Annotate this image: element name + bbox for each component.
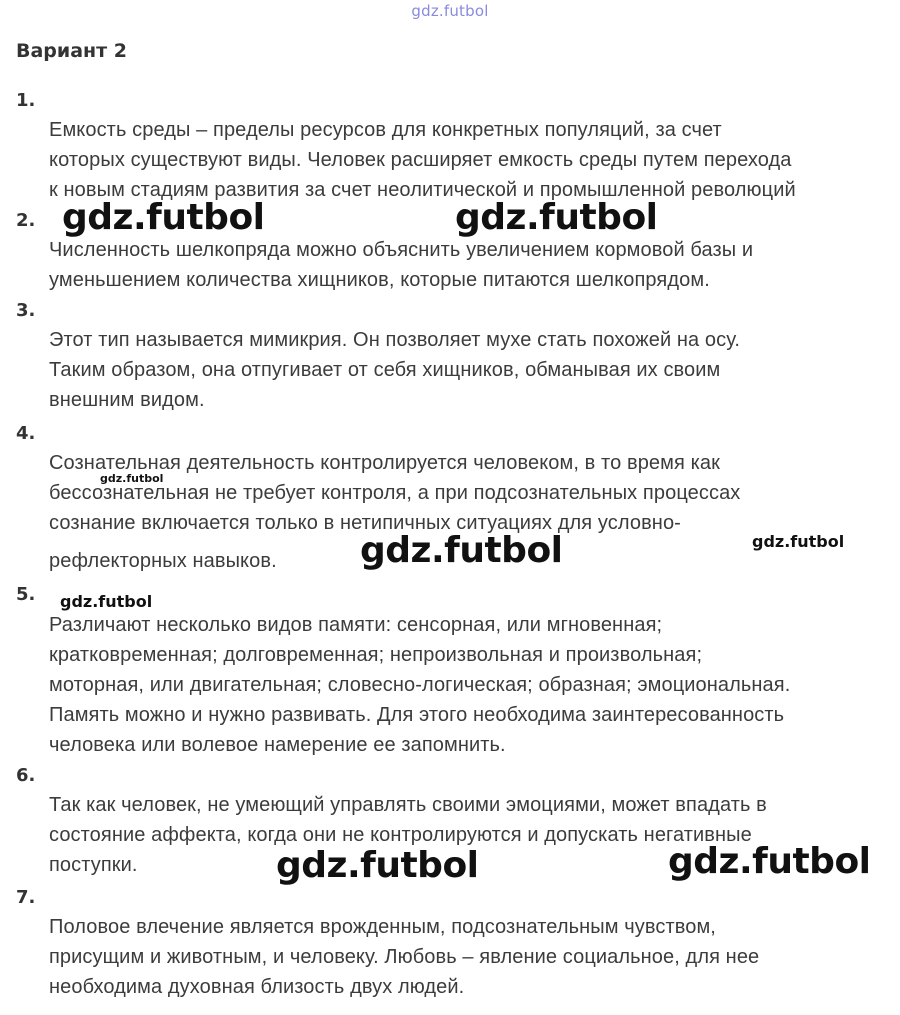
watermark: gdz.futbol xyxy=(752,532,845,551)
answer-line: состояние аффекта, когда они не контролируются и допускать негативные xyxy=(49,824,752,846)
answer-number-1: 1. xyxy=(16,90,36,111)
answer-line: которых существуют виды. Человек расширяет емкость среды путем перехода xyxy=(49,149,792,171)
answer-number-3: 3. xyxy=(16,300,36,321)
watermark: gdz.futbol xyxy=(60,592,153,611)
watermark: gdz.futbol xyxy=(455,197,658,238)
watermark: gdz.futbol xyxy=(360,530,563,571)
answer-line: Емкость среды – пределы ресурсов для конкретных популяций, за счет xyxy=(49,119,722,141)
answer-line: сознание включается только в нетипичных ситуациях для условно- xyxy=(49,512,681,534)
answer-line: Так как человек, не умеющий управлять своими эмоциями, может впадать в xyxy=(49,794,767,816)
answer-line: Память можно и нужно развивать. Для этого необходима заинтересованность xyxy=(49,704,785,726)
answer-number-5: 5. xyxy=(16,584,36,605)
watermark: gdz.futbol xyxy=(100,472,164,485)
answer-line: Сознательная деятельность контролируется человеком, в то время как xyxy=(49,452,720,474)
answer-line: рефлекторных навыков. xyxy=(49,550,277,572)
answer-line: бессознательная не требует контроля, а при подсознательных процессах xyxy=(49,482,741,504)
answer-line: внешним видом. xyxy=(49,389,205,411)
answer-line: к новым стадиям развития за счет неолитической и промышленной революций xyxy=(49,179,796,201)
page-title: Вариант 2 xyxy=(16,40,128,62)
answer-text-5 xyxy=(49,610,899,760)
answer-line: Различают несколько видов памяти: сенсорная, или мгновенная; xyxy=(49,614,663,636)
top-watermark: gdz.futbol xyxy=(411,2,489,20)
answer-text-7 xyxy=(49,912,899,1002)
answer-line: Половое влечение является врожденным, подсознательным чувством, xyxy=(49,916,716,938)
answer-line: Численность шелкопряда можно объяснить увеличением кормовой базы и xyxy=(49,239,754,261)
answer-number-7: 7. xyxy=(16,887,36,908)
answer-line: присущим и животным, и человеку. Любовь – явление социальное, для нее xyxy=(49,946,760,968)
answer-line: кратковременная; долговременная; непроизвольная и произвольная; xyxy=(49,644,703,666)
answer-text-1 xyxy=(49,115,899,205)
answer-line: необходима духовная близость двух людей. xyxy=(49,976,465,998)
answer-line: Этот тип называется мимикрия. Он позволяет мухе стать похожей на осу. xyxy=(49,329,740,351)
answer-line: Таким образом, она отпугивает от себя хищников, обманывая их своим xyxy=(49,359,721,381)
answer-number-4: 4. xyxy=(16,423,36,444)
answer-text-3 xyxy=(49,325,899,415)
answer-text-2 xyxy=(49,235,899,295)
watermark: gdz.futbol xyxy=(62,197,265,238)
answer-line: человека или волевое намерение ее запомнить. xyxy=(49,734,506,756)
answer-line: моторная, или двигательная; словесно-логическая; образная; эмоциональная. xyxy=(49,674,791,696)
watermark: gdz.futbol xyxy=(668,841,871,882)
answer-line: уменьшением количества хищников, которые питаются шелкопрядом. xyxy=(49,269,710,291)
answer-number-2: 2. xyxy=(16,210,36,231)
answer-line: поступки. xyxy=(49,854,138,876)
answer-number-6: 6. xyxy=(16,765,36,786)
watermark: gdz.futbol xyxy=(276,845,479,886)
